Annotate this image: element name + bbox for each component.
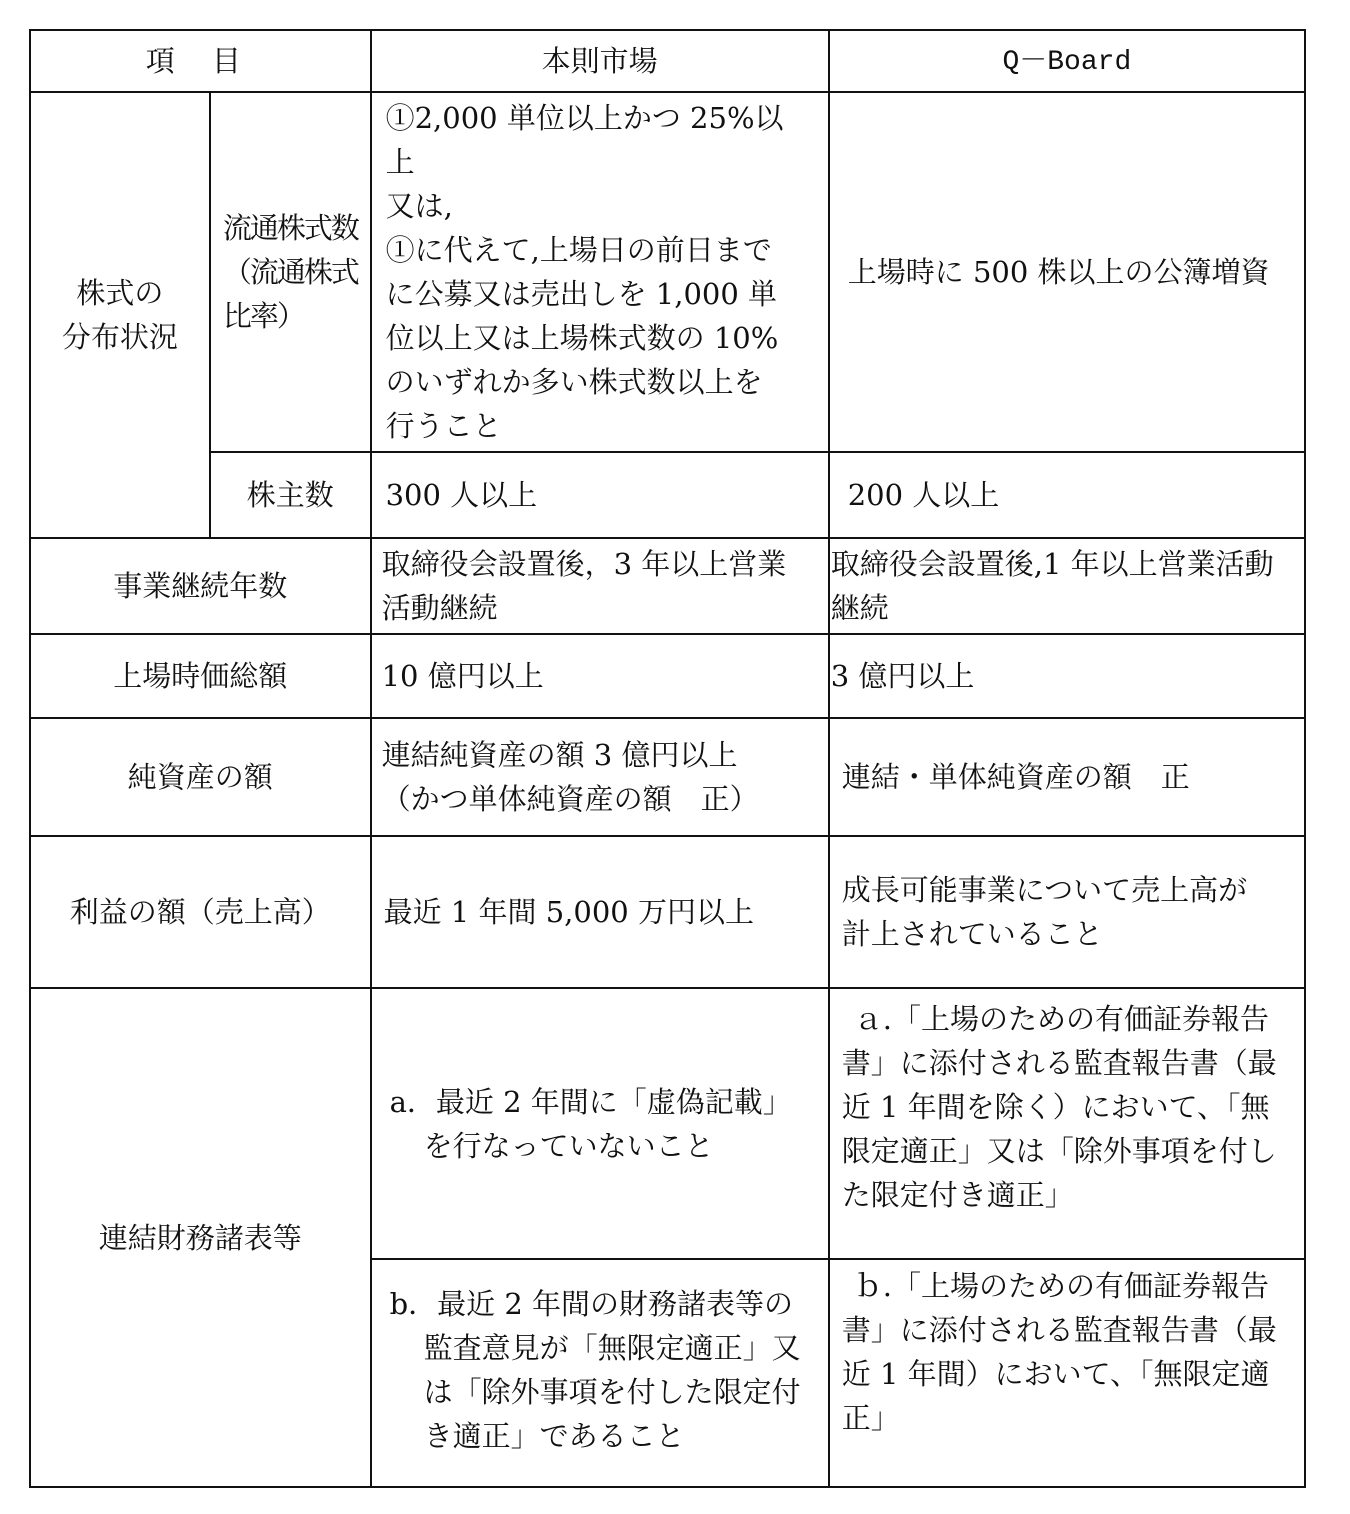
category-market-cap: [30, 634, 371, 718]
category-profit: [30, 836, 371, 988]
text-line: ①に代えて,上場日の前日まで: [385, 233, 772, 267]
label: 上場時価総額: [113, 659, 288, 693]
table-row-floating-shares: [30, 92, 1305, 452]
header-row: [30, 30, 1305, 92]
cell-qboard-market-cap: [829, 634, 1305, 718]
text: 上場時に 500 株以上の公簿増資: [847, 255, 1270, 289]
text-line: 近 1 年間）において、「無限定適: [841, 1357, 1270, 1391]
category-line: 株式の: [76, 276, 164, 310]
text-line: 取締役会設置後，3 年以上営業: [381, 547, 787, 581]
text-line: 限定適正」又は「除外事項を付し: [841, 1134, 1277, 1168]
header-q-board: [829, 30, 1305, 92]
text-line: 行うこと: [385, 409, 502, 443]
cell-qboard-financial-b: [829, 1259, 1305, 1487]
header-main-market-label: 本則市場: [541, 44, 658, 78]
text-line: （かつ単体純資産の額 正）: [381, 782, 759, 816]
listing-criteria-table: [29, 29, 1306, 1488]
text: 300 人以上: [385, 478, 538, 512]
text-line: 又は,: [385, 189, 453, 223]
text-line: 書」に添付される監査報告書（最: [841, 1046, 1277, 1080]
category-financial-statements: [30, 988, 371, 1487]
table-row-profit: [30, 836, 1305, 988]
text-line: 成長可能事業について売上高が: [841, 873, 1248, 907]
cell-qboard-shareholders: [829, 452, 1305, 538]
cell-main-profit: [371, 836, 829, 988]
subcategory-shareholders: [210, 452, 371, 538]
cell-qboard-floating-shares: [829, 92, 1305, 452]
cell-qboard-net-assets: [829, 718, 1305, 836]
text-line: を行なっていないこと: [423, 1128, 714, 1163]
table-row-net-assets: [30, 718, 1305, 836]
cell-qboard-financial-a: [829, 988, 1305, 1259]
text-line: 正」: [841, 1401, 900, 1435]
text-line: ｂ.「上場のための有価証券報告: [853, 1269, 1269, 1303]
text-line: 書」に添付される監査報告書（最: [841, 1313, 1277, 1347]
text-line: に公募又は売出しを 1,000 単: [385, 277, 778, 311]
text-line: き適正」であること: [423, 1419, 685, 1453]
text-line: 活動継続: [381, 591, 498, 625]
cell-main-shareholders: [371, 452, 829, 538]
cell-qboard-profit: [829, 836, 1305, 988]
table-row-market-cap: [30, 634, 1305, 718]
cell-main-market-cap: [371, 634, 829, 718]
text-line: は「除外事項を付した限定付: [423, 1375, 801, 1409]
text-line: 監査意見が「無限定適正」又: [423, 1331, 801, 1365]
label-line: 比率）: [222, 299, 304, 333]
table-row-financial-statements-a: [30, 988, 1305, 1259]
text-line: た限定付き適正」: [841, 1178, 1074, 1212]
text: 10 億円以上: [381, 659, 544, 693]
category-line: 分布状況: [61, 320, 178, 354]
cell-qboard-business-years: [829, 538, 1305, 634]
label-line: 流通株式数: [222, 211, 358, 245]
text: 連結・単体純資産の額 正: [841, 760, 1190, 794]
text-line: 上: [385, 145, 415, 179]
cell-main-net-assets: [371, 718, 829, 836]
text-line: 位以上又は上場株式数の 10%: [385, 321, 779, 355]
text-line: ａ.「上場のための有価証券報告: [853, 1002, 1269, 1036]
cell-main-floating-shares: [371, 92, 829, 452]
text-line: b．最近 2 年間の財務諸表等の: [389, 1287, 794, 1321]
category-net-assets: [30, 718, 371, 836]
cell-main-financial-b: [371, 1259, 829, 1487]
category-business-years: [30, 538, 371, 634]
table-row-shareholders: [30, 452, 1305, 538]
text: 200 人以上: [847, 478, 1000, 512]
text-line: 取締役会設置後,1 年以上営業活動: [830, 547, 1274, 581]
text-line: 継続: [830, 591, 889, 625]
text: 3 億円以上: [830, 659, 975, 693]
label: 株主数: [246, 478, 334, 512]
text-line: 連結純資産の額 3 億円以上: [381, 738, 738, 772]
text-line: ①2,000 単位以上かつ 25%以: [385, 101, 784, 135]
text-line: 近 1 年間を除く）において、「無: [841, 1090, 1270, 1124]
cell-main-financial-a: [371, 988, 829, 1259]
label: 純資産の額: [127, 760, 273, 794]
label-line: （流通株式: [222, 255, 358, 289]
header-q-board-label: Q－Board: [1002, 47, 1132, 78]
subcategory-floating-shares: [210, 92, 371, 452]
text-line: のいずれか多い株式数以上を: [385, 365, 763, 399]
text-line: a．最近 2 年間に「虚偽記載」: [389, 1084, 792, 1119]
label: 事業継続年数: [113, 569, 288, 603]
label: 利益の額（売上高）: [69, 895, 331, 929]
text: 最近 1 年間 5,000 万円以上: [383, 895, 754, 929]
header-item: [30, 30, 371, 92]
table-row-business-years: [30, 538, 1305, 634]
header-item-label: 項 目: [145, 44, 255, 78]
cell-main-business-years: [371, 538, 829, 634]
category-share-distribution: [30, 92, 210, 538]
header-main-market: [371, 30, 829, 92]
text-line: 計上されていること: [841, 917, 1103, 951]
label: 連結財務諸表等: [98, 1220, 302, 1255]
